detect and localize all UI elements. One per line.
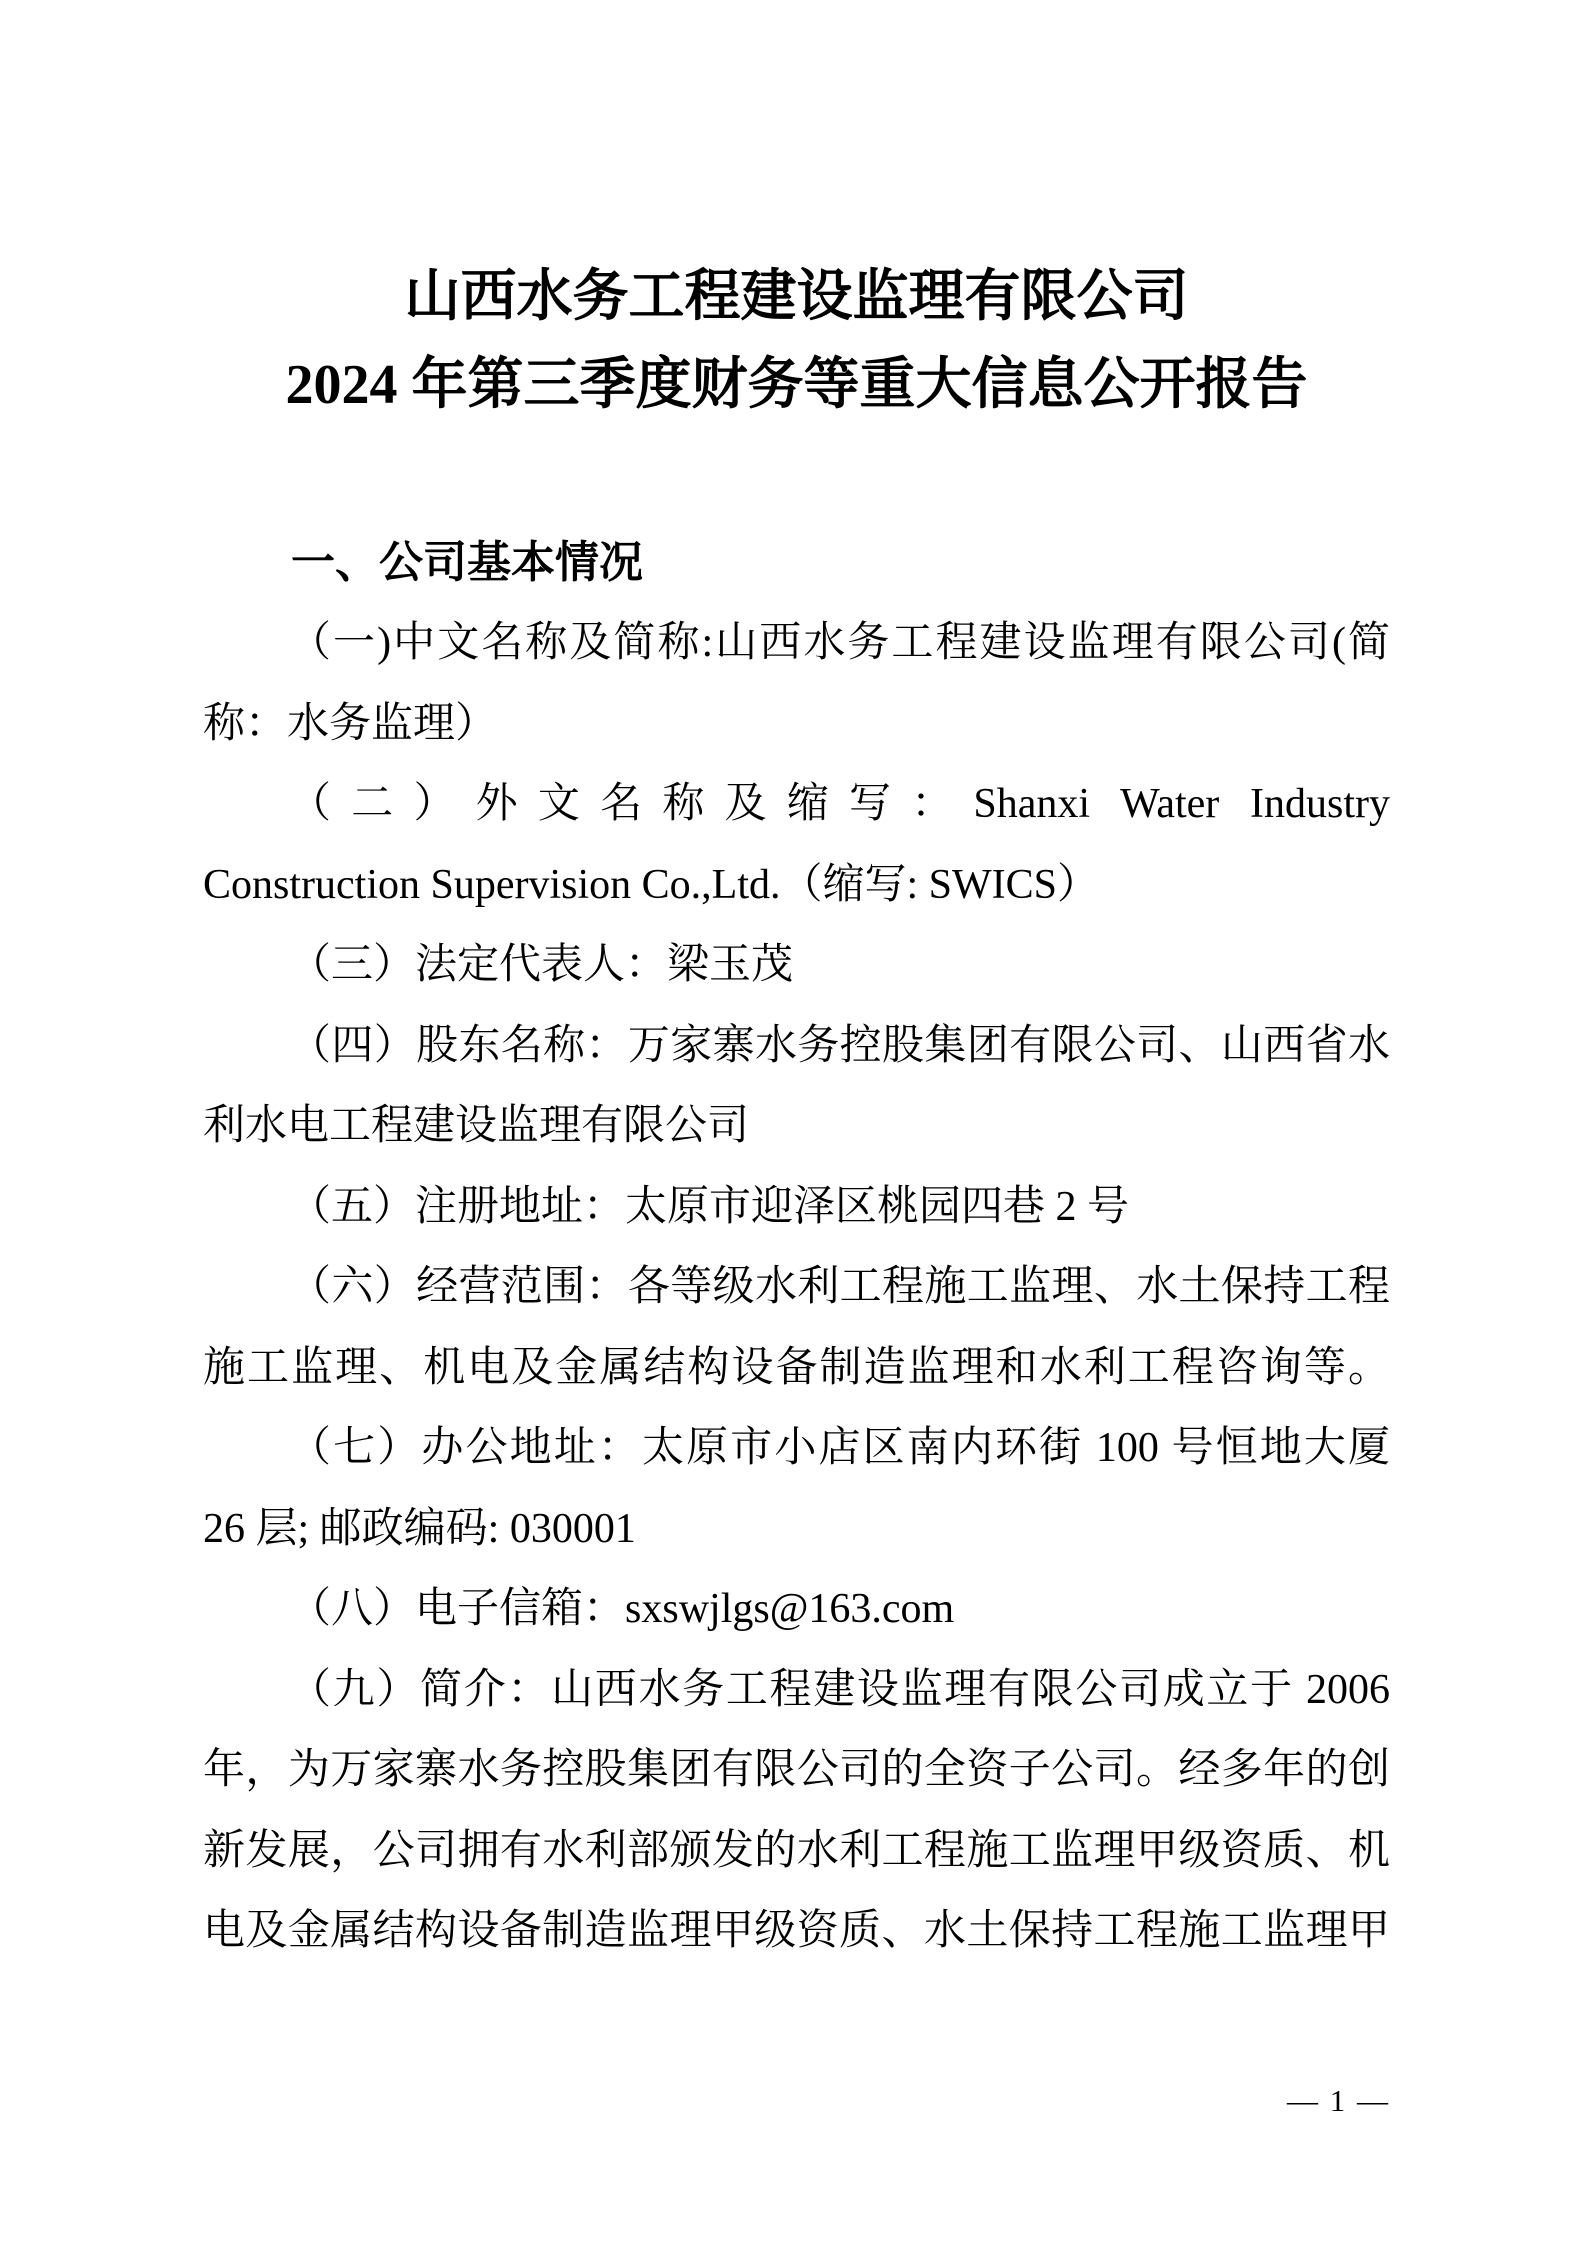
body-line: （五）注册地址：太原市迎泽区桃园四巷 2 号 xyxy=(289,1183,1130,1230)
body-line: 新发展，公司拥有水利部颁发的水利工程施工监理甲级资质、机 xyxy=(203,1827,1390,1874)
body-line: 施工监理、机电及金属结构设备制造监理和水利工程咨询等。 xyxy=(203,1344,1390,1391)
page-number: — 1 — xyxy=(1287,2083,1390,2118)
document-title-line-2: 2024 年第三季度财务等重大信息公开报告 xyxy=(285,354,1308,416)
body-line: （二）外文名称及缩写：Shanxi Water Industry xyxy=(289,781,1390,827)
body-line: 电及金属结构设备制造监理甲级资质、水土保持工程施工监理甲 xyxy=(203,1908,1390,1954)
body-line: Construction Supervision Co.,Ltd.（缩写: SWICS） xyxy=(203,861,1100,908)
body-line: 26 层; 邮政编码: 030001 xyxy=(203,1505,636,1552)
body-line: （四）股东名称：万家寨水务控股集团有限公司、山西省水 xyxy=(289,1022,1390,1069)
body-line: 年，为万家寨水务控股集团有限公司的全资子公司。经多年的创 xyxy=(203,1747,1390,1793)
body-line: （七）办公地址：太原市小店区南内环街 100 号恒地大厦 xyxy=(289,1425,1390,1471)
section-heading: 一、公司基本情况 xyxy=(291,538,643,587)
body-line: 称：水务监理） xyxy=(203,700,498,747)
document-title-line-1: 山西水务工程建设监理有限公司 xyxy=(404,266,1189,328)
body-line: （九）简介：山西水务工程建设监理有限公司成立于 2006 xyxy=(289,1666,1390,1713)
body-line: 利水电工程建设监理有限公司 xyxy=(203,1103,750,1149)
body-line: （八）电子信箱：sxswjlgs@163.com xyxy=(289,1586,955,1632)
body-line: （三）法定代表人：梁玉茂 xyxy=(289,942,794,988)
body-line: （六）经营范围：各等级水利工程施工监理、水土保持工程 xyxy=(289,1264,1390,1310)
body-line: （一)中文名称及简称:山西水务工程建设监理有限公司(简 xyxy=(289,620,1390,666)
